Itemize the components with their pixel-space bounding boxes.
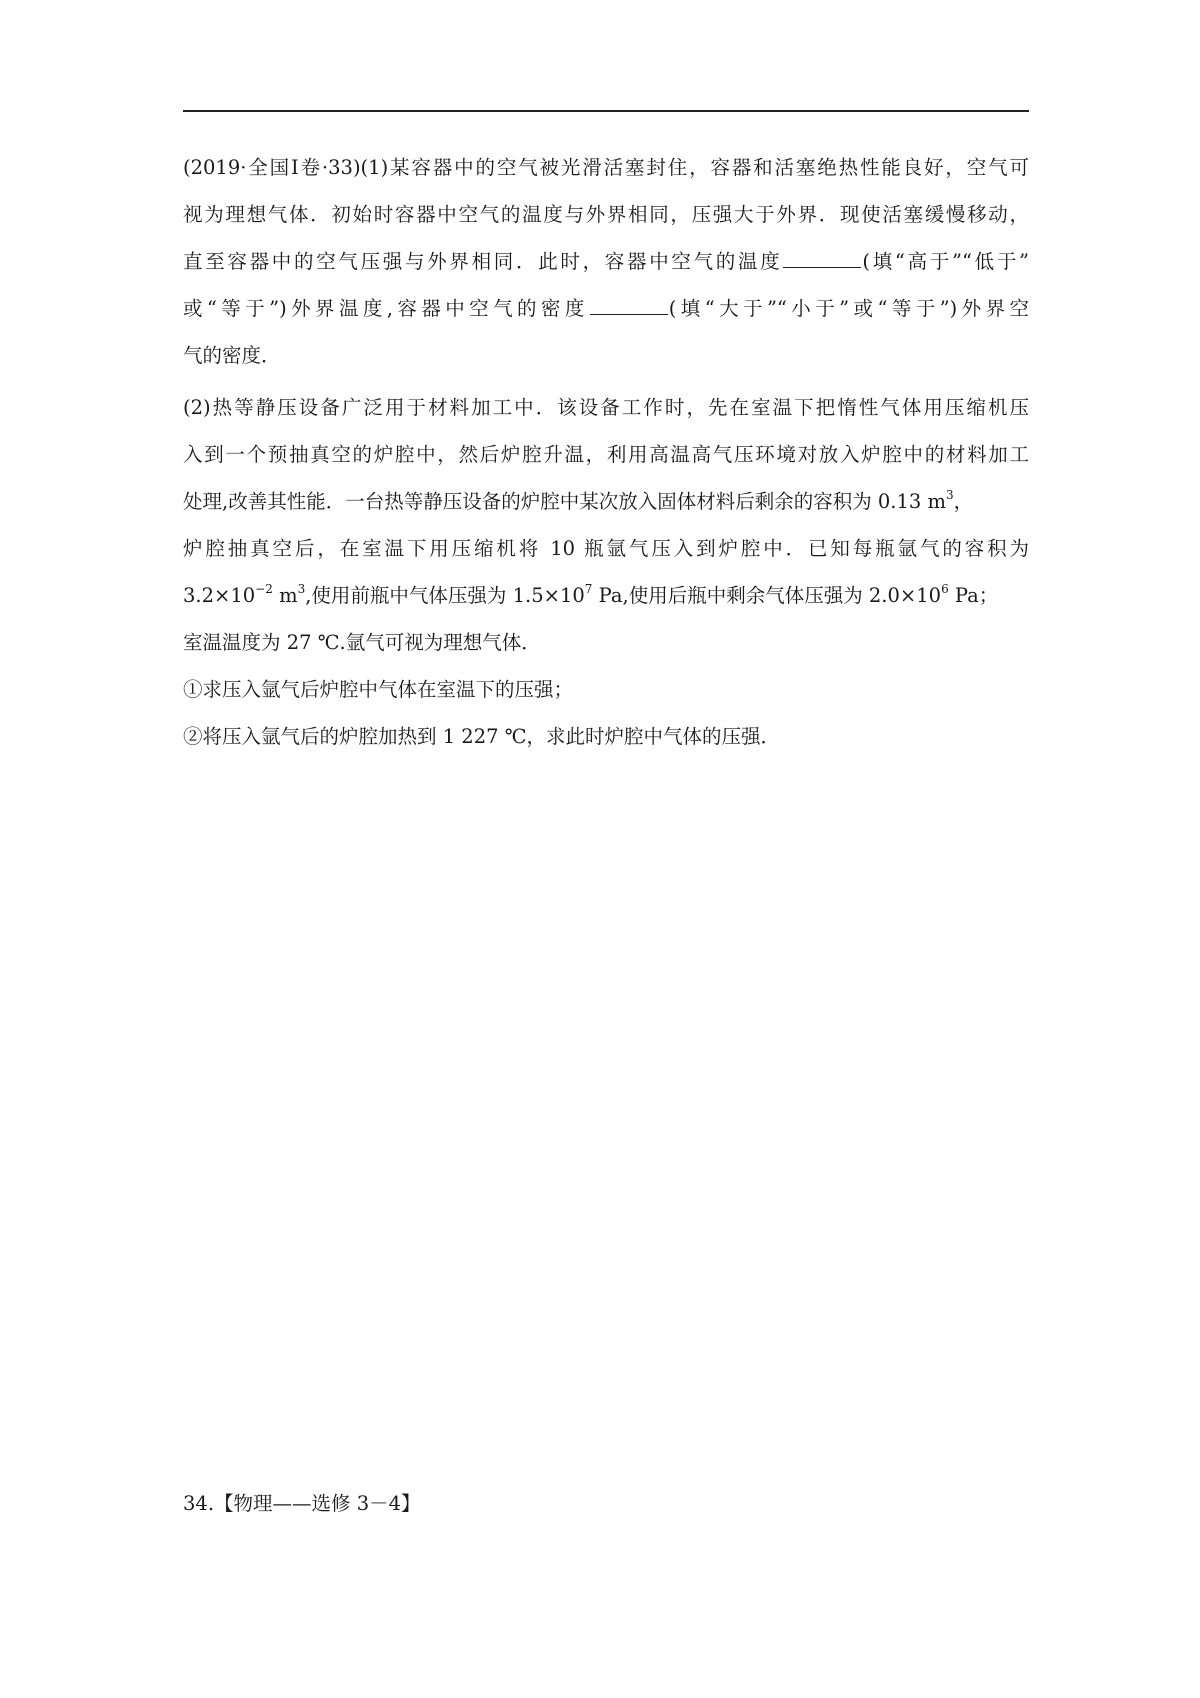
part1-line-4-text: 或“等于”)外界温度,容器中空气的密度	[183, 297, 589, 320]
part1-line-2: 视为理想气体．初始时容器中空气的温度与外界相同，压强大于外界．现使活塞缓慢移动，	[183, 203, 1029, 226]
volume-value: 3.2×10	[183, 584, 256, 607]
volume-unit: m	[272, 584, 298, 607]
part2-line-5	[183, 580, 998, 608]
header-rule	[183, 110, 1029, 112]
part2-line-3-text: 处理,改善其性能．一台热等静压设备的炉腔中某次放入固体材料后剩余的容积为 0.13 m	[183, 490, 947, 513]
part1-line-3-options: (填“高于”“低于”	[862, 250, 1029, 273]
pressure-before-text: ,使用前瓶中气体压强为 1.5×10	[305, 584, 585, 607]
part1-line-3	[183, 246, 1029, 274]
pressure-after-text: Pa,使用后瓶中剩余气体压强为 2.0×10	[592, 584, 942, 607]
part2-line-3	[183, 486, 973, 514]
part1-line-3-text: 直至容器中的空气压强与外界相同．此时，容器中空气的温度	[183, 250, 783, 273]
exponent: 6	[941, 582, 949, 596]
question-1: ①求压入氩气后炉腔中气体在室温下的压强；	[183, 678, 574, 701]
part2-line-3-end: ，	[953, 490, 974, 513]
part1-line-4	[183, 293, 1029, 321]
answer-blank-1[interactable]	[783, 249, 861, 268]
part2-line-2: 入到一个预抽真空的炉腔中，然后炉腔升温，利用高温高气压环境对放入炉腔中的材料加工	[183, 443, 1029, 466]
exponent: −2	[255, 582, 273, 596]
part2-line-6: 室温温度为 27 ℃.氩气可视为理想气体．	[183, 631, 541, 654]
part2-line-4: 炉腔抽真空后，在室温下用压缩机将 10 瓶氩气压入到炉腔中．已知每瓶氩气的容积为	[183, 537, 1029, 560]
part1-line-4-options: (填“大于”“小于”或“等于”)外界空	[668, 297, 1030, 320]
question-2: ②将压入氩气后的炉腔加热到 1 227 ℃，求此时炉腔中气体的压强．	[183, 725, 781, 748]
answer-blank-2[interactable]	[590, 296, 668, 315]
section-heading: 34.【物理——选修 3－4】	[183, 1492, 421, 1515]
superscript: 3	[297, 582, 306, 596]
superscript: 3	[946, 488, 954, 502]
part1-line-1: (2019·全国Ⅰ卷·33)(1)某容器中的空气被光滑活塞封住，容器和活塞绝热性能良好，空气可	[183, 156, 1029, 179]
pressure-unit: Pa；	[948, 584, 999, 607]
exponent: 7	[584, 582, 593, 596]
part1-line-5: 气的密度．	[183, 344, 281, 367]
part2-line-1: (2)热等静压设备广泛用于材料加工中．该设备工作时，先在室温下把惰性气体用压缩机压	[183, 396, 1029, 419]
